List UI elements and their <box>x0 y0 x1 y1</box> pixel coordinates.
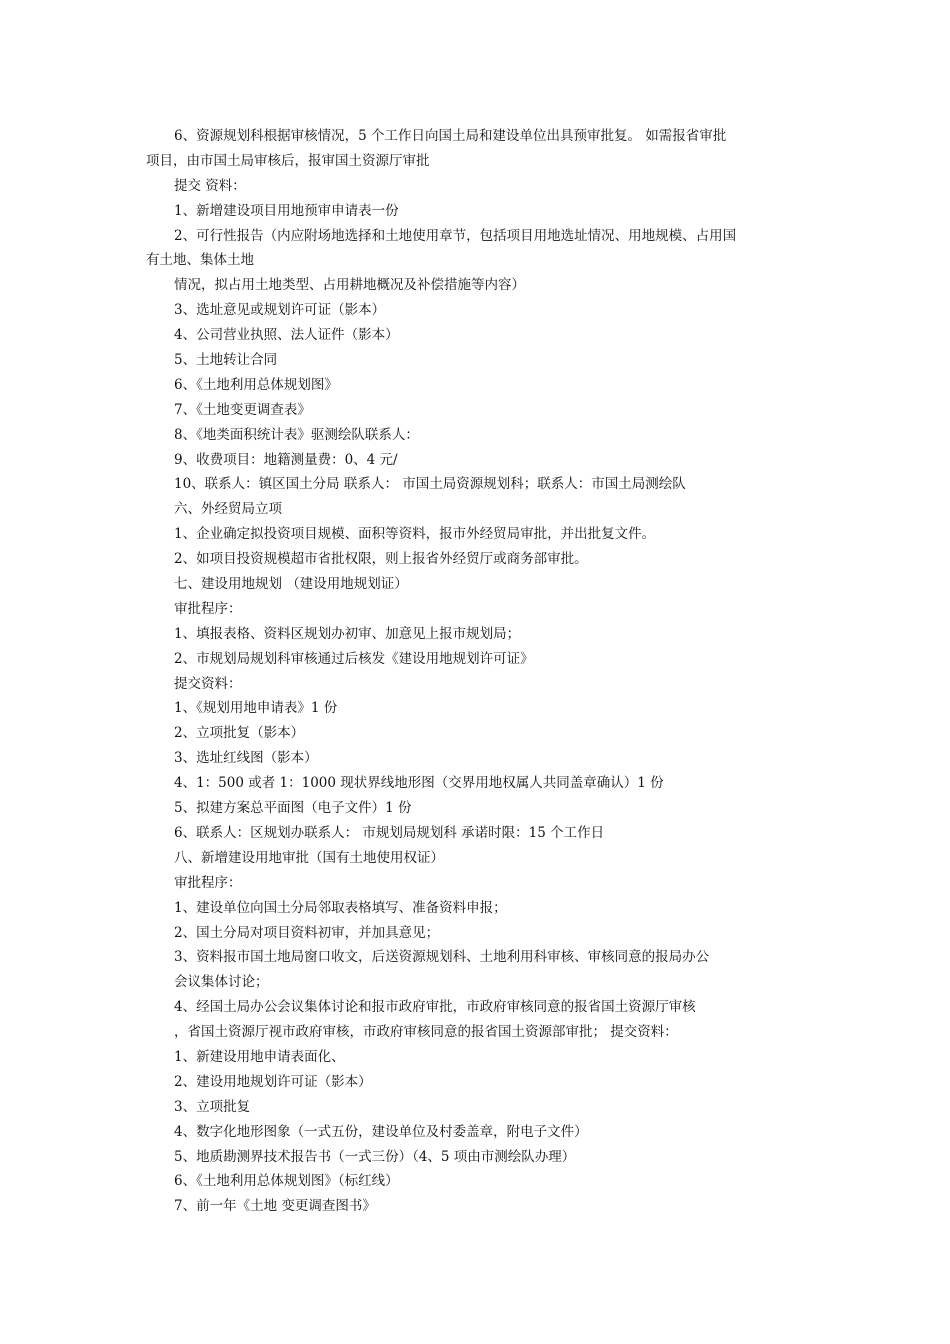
text-line: 1、新建设用地申请表面化、 <box>174 1048 345 1065</box>
text-line: 审批程序： <box>174 874 242 891</box>
text-line: 2、建设用地规划许可证（影本） <box>174 1073 372 1090</box>
text-line: 2、国土分局对项目资料初审，并加具意见； <box>174 924 440 941</box>
text-line: 七、建设用地规划 （建设用地规划证） <box>174 576 408 593</box>
text-line: 7、前一年《土地 变更调查图书》 <box>174 1198 376 1215</box>
text-line: 会议集体讨论； <box>174 974 269 991</box>
text-line: 八、新增建设用地审批（国有土地使用权证） <box>174 849 444 866</box>
text-line: 10、联系人：镇区国土分局 联系人： 市国土局资源规划科；联系人：市国土局测绘队 <box>174 476 686 493</box>
text-line: 1、建设单位向国土分局邻取表格填写、准备资料申报； <box>174 899 507 916</box>
text-line: 4、1：500 或者 1：1000 现状界线地形图（交界用地权属人共同盖章确认）1 份 <box>174 775 664 792</box>
text-line: 3、选址红线图（影本） <box>174 750 318 767</box>
text-line: ，省国土资源厅视市政府审核，市政府审核同意的报省国土资源部审批； 提交资料： <box>174 1024 678 1041</box>
text-line: 7、《土地变更调查表》 <box>174 401 311 418</box>
text-line: 6、资源规划科根据审核情况，5 个工作日向国土局和建设单位出具预审批复。 如需报省审批 <box>174 128 727 144</box>
text-line: 2、市规划局规划科审核通过后核发《建设用地规划许可证》 <box>174 650 534 667</box>
text-line: 5、地质勘测界技术报告书（一式三份）（4、5 项由市测绘队办理） <box>174 1148 576 1165</box>
text-line: 6、《土地利用总体规划图》（标红线） <box>174 1173 399 1190</box>
text-line: 2、可行性报告（内应附场地选择和土地使用章节，包括项目用地选址情况、用地规模、占用国 <box>174 227 737 244</box>
text-line: 1、《规划用地申请表》1 份 <box>174 700 338 717</box>
text-line: 2、立项批复（影本） <box>174 725 305 742</box>
text-line: 有土地、集体土地 <box>146 252 254 269</box>
text-line: 项目，由市国土局审核后，报审国土资源厅审批 <box>146 152 430 169</box>
text-line: 情况，拟占用土地类型、占用耕地概况及补偿措施等内容） <box>174 277 525 294</box>
text-line: 提交 资料： <box>174 177 246 194</box>
text-line: 3、资料报市国土地局窗口收文，后送资源规划科、土地利用科审核、审核同意的报局办公 <box>174 949 710 966</box>
text-line: 六、外经贸局立项 <box>174 501 282 518</box>
document-body <box>146 124 806 1219</box>
text-line: 6、《土地利用总体规划图》 <box>174 376 338 393</box>
text-line: 1、填报表格、资料区规划办初审、加意见上报市规划局； <box>174 625 521 642</box>
text-line: 1、企业确定拟投资项目规模、面积等资料，报市外经贸局审批，并出批复文件。 <box>174 526 656 543</box>
text-line: 4、经国土局办公会议集体讨论和报市政府审批，市政府审核同意的报省国土资源厅审核 <box>174 999 696 1016</box>
text-line: 8、《地类面积统计表》驱测绘队联系人： <box>174 426 419 443</box>
text-line: 6、联系人：区规划办联系人： 市规划局规划科 承诺时限：15 个工作日 <box>174 824 605 841</box>
text-line: 3、选址意见或规划许可证（影本） <box>174 302 386 319</box>
text-line: 审批程序： <box>174 600 242 617</box>
text-line: 1、新增建设项目用地预审申请表一份 <box>174 202 399 219</box>
text-line: 4、数字化地形图象（一式五份，建设单位及村委盖章，附电子文件） <box>174 1123 588 1140</box>
text-line: 9、收费项目：地籍测量费：0、4 元/ <box>174 451 398 468</box>
text-line: 4、公司营业执照、法人证件（影本） <box>174 327 399 344</box>
text-line: 3、立项批复 <box>174 1098 251 1115</box>
text-line: 2、如项目投资规模超市省批权限，则上报省外经贸厅或商务部审批。 <box>174 551 588 568</box>
text-line: 提交资料： <box>174 675 242 692</box>
text-line: 5、拟建方案总平面图（电子文件）1 份 <box>174 800 412 817</box>
text-line: 5、土地转让合同 <box>174 352 278 369</box>
